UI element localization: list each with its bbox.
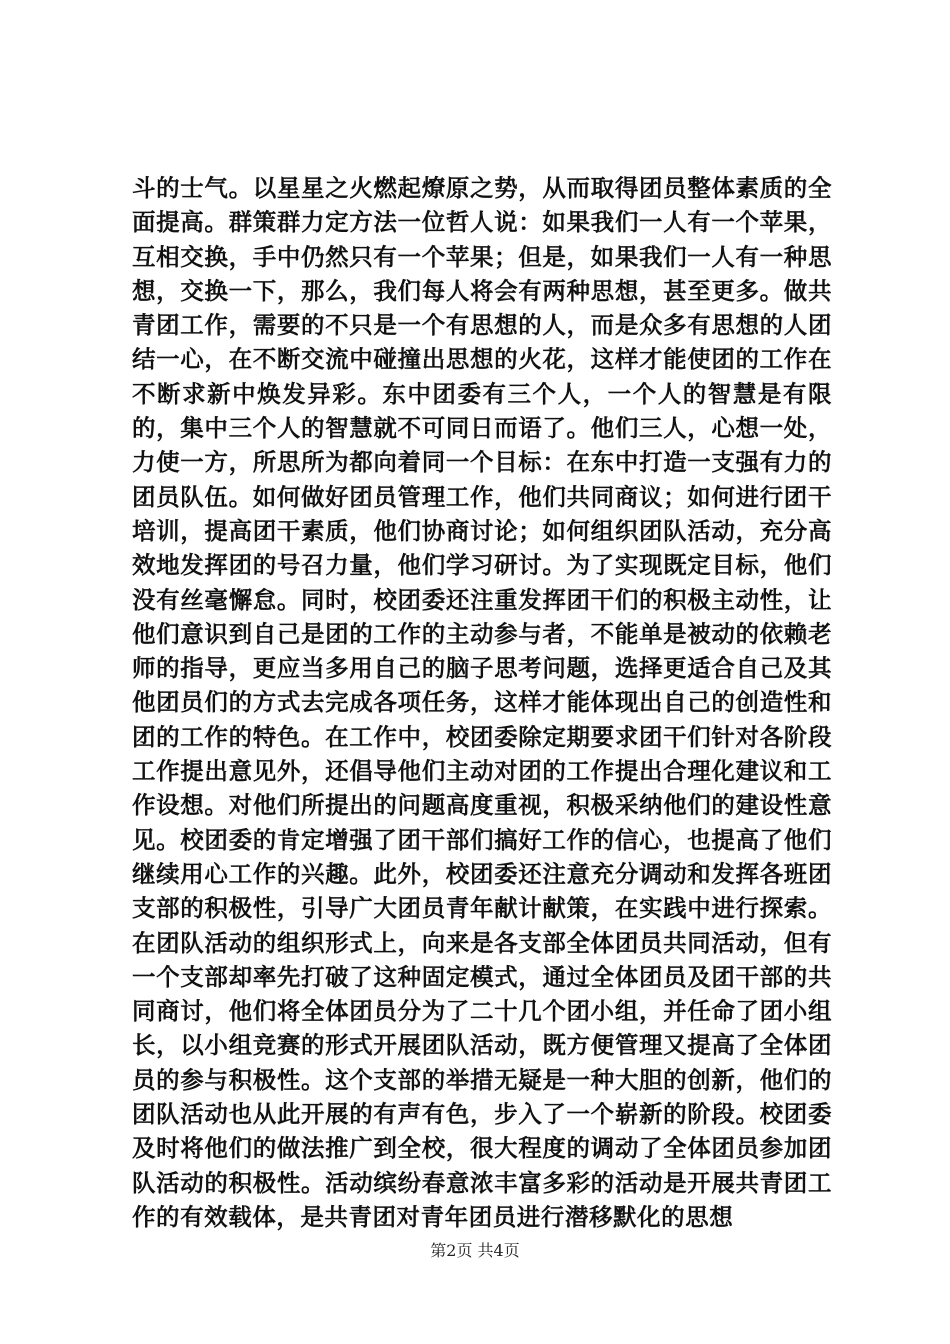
body-paragraph: 斗的士气。以星星之火燃起燎原之势，从而取得团员整体素质的全面提高。群策群力定方法一位哲人说：如果我们一人有一个苹果，互相交换，手中仍然只有一个苹果；但是，如果我们一人有一种思想，交换一下，那么，我们每人将会有两种思想，甚至更多。做共青团工作，需要的不只是一个有思想的人，而是众多有思想的人团结一心，在不断交流中碰撞出思想的火花，这样才能使团的工作在不断求新中焕发异彩。东中团委有三个人，一个人的智慧是有限的，集中三个人的智慧就不可同日而语了。他们三人，心想一处，力使一方，所思所为都向着同一个目标：在东中打造一支强有力的团员队伍。如何做好团员管理工作，他们共同商议；如何进行团干培训，提高团干素质，他们协商讨论；如何组织团队活动，充分高效地发挥团的号召力量，他们学习研讨。为了实现既定目标，他们没有丝毫懈怠。同时，校团委还注重发挥团干们的积极主动性，让他们意识到自己是团的工作的主动参与者，不能单是被动的依赖老师的指导，更应当多用自己的脑子思考问题，选择更适合自己及其他团员们的方式去完成各项任务，这样才能体现出自己的创造性和团的工作的特色。在工作中，校团委除定期要求团干们针对各阶段工作提出意见外，还倡导他们主动对团的工作提出合理化建议和工作设想。对他们所提出的问题高度重视，积极采纳他们的建设性意见。校团委的肯定增强了团干部们搞好工作的信心，也提高了他们继续用心工作的兴趣。此外，校团委还注意充分调动和发挥各班团支部的积极性，引导广大团员青年献计献策，在实践中进行探索。在团队活动的组织形式上，向来是各支部全体团员共同活动，但有一个支部却率先打破了这种固定模式，通过全体团员及团干部的共同商讨，他们将全体团员分为了二十几个团小组，并任命了团小组长，以小组竞赛的形式开展团队活动，既方便管理又提高了全体团员的参与积极性。这个支部的举措无疑是一种大胆的创新，他们的团队活动也从此开展的有声有色，步入了一个崭新的阶段。校团委及时将他们的做法推广到全校，很大程度的调动了全体团员参加团队活动的积极性。活动缤纷春意浓丰富多彩的活动是开展共青团工作的有效载体，是共青团对青年团员进行潜移默化的思想 bbox=[132, 174, 832, 1231]
page-footer: 第2页 共4页 bbox=[430, 1241, 520, 1260]
